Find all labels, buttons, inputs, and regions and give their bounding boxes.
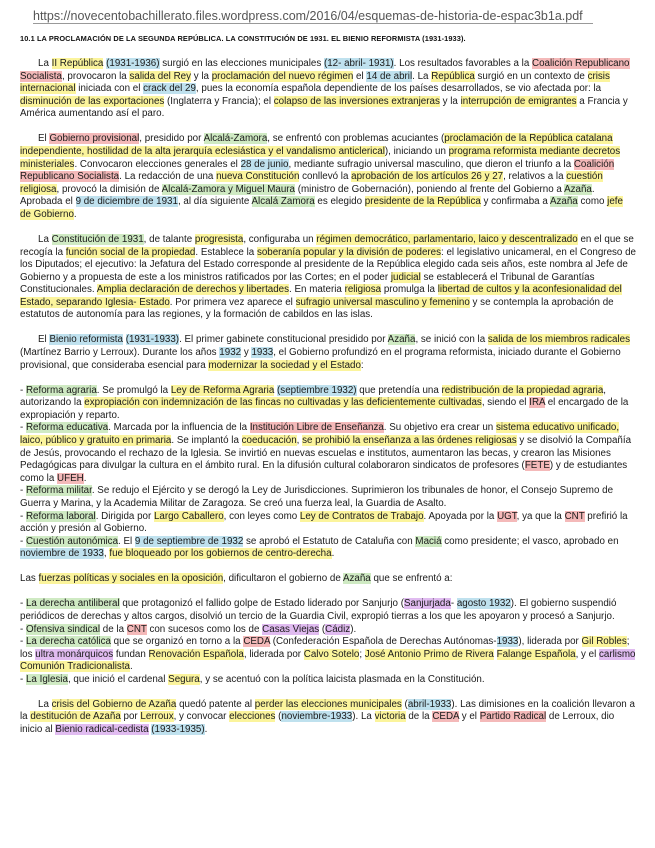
text-run: y la <box>439 95 461 107</box>
highlighted-text: Sanjurjada <box>403 598 451 610</box>
text-run: - <box>20 422 26 434</box>
highlighted-text: salida de los miembros radicales <box>487 334 630 346</box>
text-run: . Por primera vez aparece el <box>169 296 296 308</box>
highlighted-text: crisis del Gobierno de Azaña <box>51 698 177 710</box>
text-run: ). El gobierno suspendió periódicos de derechas y altos cargos, disolvió un tercio de la Guardia Civil, expropió tierras a los que les apoyaron y procesó a Sanjurjo. <box>20 598 617 622</box>
text-run: , al día siguiente <box>177 196 252 208</box>
highlighted-text: ultra monárquicos <box>35 648 114 660</box>
text-run: , liderada por <box>243 648 304 660</box>
text-run: (ministro de Gobernación), poniendo al frente del Gobierno a <box>295 183 565 195</box>
highlighted-text: sufragio universal masculino y femenino <box>295 296 470 308</box>
text-run: , relativos a la <box>503 171 567 183</box>
highlighted-text: perder las elecciones municipales <box>254 698 402 710</box>
text-run: y la <box>191 70 212 82</box>
highlighted-text: Casas Viejas <box>262 623 320 635</box>
highlighted-text: elecciones <box>229 711 276 723</box>
highlighted-text: Cádiz <box>325 623 351 635</box>
highlighted-text: CEDA <box>243 636 270 648</box>
text-run: . Los resultados favorables a la <box>393 58 532 69</box>
highlighted-text: CEDA <box>432 711 460 723</box>
text-run: , con leyes como <box>223 510 300 522</box>
highlighted-text: Segura <box>168 673 200 685</box>
text-run: . Establece la <box>195 246 257 258</box>
text-run: , dificultaron el gobierno de <box>223 573 343 585</box>
highlighted-text: (12- abril- 1931) <box>323 58 394 69</box>
highlighted-text: progresista <box>194 233 244 245</box>
highlighted-text: presidente de la República <box>364 196 481 208</box>
highlighted-text: Renovación Española <box>148 648 244 660</box>
text-run: . Su objetivo era crear un <box>383 422 496 434</box>
text-run: , presidido por <box>139 133 204 145</box>
text-run: , siendo el <box>481 397 530 409</box>
text-run: - <box>20 636 26 648</box>
highlighted-text: (septiembre 1932) <box>277 384 357 396</box>
highlighted-text: destitución de Azaña <box>30 711 121 723</box>
text-run: . Apoyada por la <box>423 510 498 522</box>
highlighted-text: función social de la propiedad <box>65 246 196 258</box>
highlighted-text: se prohibió la enseñanza a las órdenes religiosas <box>302 435 517 446</box>
highlighted-text: Constitución de 1931 <box>51 233 144 245</box>
text-run: . En materia <box>289 284 345 296</box>
highlighted-text: Bienio radical-cedista <box>55 724 149 736</box>
highlighted-text: Alcalá-Zamora <box>203 133 268 145</box>
text-run: de la <box>405 711 433 723</box>
highlighted-text: República <box>431 70 475 82</box>
text-run: . Se redujo el Ejército y se derogó la Ley de Jurisdicciones. Suprimieron los tribunales de honor, el Consejo Supremo de Guerra y Marina, y la Academia Militar de Zaragoza. Se creó una fuerza leal, la Guardia de Asalto. <box>20 485 614 509</box>
text-run: el <box>353 70 367 82</box>
highlighted-text: Reforma educativa <box>25 422 109 434</box>
highlighted-text: redistribución de la propiedad agraria <box>441 384 604 396</box>
text-run: promulga la <box>381 284 438 296</box>
text-run: surgió en las elecciones municipales <box>159 58 324 69</box>
highlighted-text: Ley de Reforma Agraria <box>170 384 275 396</box>
highlighted-text: 1933 <box>251 347 274 359</box>
text-run: - <box>20 673 26 685</box>
text-run: se establecerá el Tribunal de Garantías Constitucionales. <box>20 271 595 296</box>
text-run: . <box>73 208 77 220</box>
highlighted-text: proclamación de la República catalana independiente, hostilidad de la alta jerarquía eclesiástica y el vandalismo anticlerical <box>20 133 613 157</box>
highlighted-text: Reforma militar <box>25 485 92 497</box>
text-run: , autorizando la <box>20 384 607 409</box>
text-run: , <box>296 435 303 446</box>
text-run: , ya que la <box>516 510 565 522</box>
text-run: , configuraba un <box>243 233 317 245</box>
text-run: . <box>83 472 87 484</box>
text-run: ; los <box>20 636 630 660</box>
text-run: que protagonizó el fallido golpe de Estado liderado por Sanjurjo ( <box>119 598 404 610</box>
highlighted-text: crack del 29 <box>143 83 196 95</box>
text-run: de la <box>100 623 127 635</box>
highlighted-text: agosto 1932 <box>456 598 511 610</box>
highlighted-text: Alcalá Zamora <box>251 196 315 208</box>
highlighted-text: Falange Española <box>496 648 576 660</box>
highlighted-text: cuestión religiosa <box>20 171 603 195</box>
highlighted-text: Azaña <box>387 334 416 346</box>
text-run: . Dirigida por <box>95 510 154 522</box>
highlighted-text: Azaña <box>342 573 371 585</box>
text-run: , se inició con la <box>415 334 488 346</box>
highlighted-text: coeducación <box>241 435 297 446</box>
text-run: y se disolvió la Compañía de Jesús, provocando el rechazo de la Iglesia. Se invirtió en nuevas escuelas e institutos, aumentaron las becas, y crearon las Misiones Pedagógicas para divulgar la cultura en el ámbito rural. En la difusión cultural colaboraron sindicatos de profesores ( <box>20 435 632 472</box>
text-run: La <box>38 58 52 69</box>
paragraph <box>20 573 636 586</box>
highlighted-text: salida del Rey <box>129 70 192 82</box>
highlighted-text: régimen democrático, parlamentario, laico y descentralizado <box>316 233 578 245</box>
text-run: prefirió la acción y presión al Gobierno. <box>20 510 628 535</box>
text-run: : el legislativo unicameral, en el Congreso de los Diputados; el ejecutivo: la Jefatura del Estado corresponde al presidente de la República elegido cada seis años, este nombra al Jefe de Gobierno y a propuesta de este a los ministros ratificados por las Cortes; en el poder <box>20 246 636 283</box>
highlighted-text: II República <box>51 58 104 69</box>
paragraph <box>20 699 636 737</box>
text-run: , que inició el cardenal <box>67 673 169 685</box>
text-run: . La <box>412 70 432 82</box>
section-title: 10.1 LA PROCLAMACIÓN DE LA SEGUNDA REPÚBLICA. LA CONSTITUCIÓN DE 1931. EL BIENIO REFORMISTA (1931-1933). <box>20 34 466 43</box>
highlighted-text: Reforma laboral <box>25 510 96 522</box>
text-run: , provocó la dimisión de <box>56 183 162 195</box>
text-run: : <box>360 359 364 371</box>
text-run: La <box>38 698 52 710</box>
text-run: . La redacción de una <box>119 171 217 183</box>
text-run: , mediante sufragio universal masculino, que dieron el triunfo a la <box>288 158 574 170</box>
text-run: a Francia y América aumentando así el paro. <box>20 95 628 120</box>
text-run: ) y de estudiantes como la <box>20 460 628 484</box>
highlighted-text: fue bloqueado por los gobiernos de centro-derecha <box>109 548 332 560</box>
highlighted-text: Ley de Contratos de Trabajo <box>299 510 424 522</box>
highlighted-text: judicial <box>390 271 421 283</box>
highlighted-text: (1933-1935) <box>151 724 205 736</box>
highlighted-text: Reforma agraria <box>25 384 97 396</box>
text-run: de Lerroux, dio inicio al <box>20 711 615 736</box>
highlighted-text: Coalición Republicano Socialista <box>20 58 630 82</box>
text-run: , provocaron la <box>61 70 130 82</box>
paragraph <box>20 58 636 121</box>
highlighted-text: colapso de las inversiones extranjeras <box>273 95 440 107</box>
text-run: - <box>20 535 26 547</box>
highlighted-text: Largo Caballero <box>153 510 224 522</box>
text-run: , de talante <box>143 233 195 245</box>
text-run: conllevó la <box>299 171 352 183</box>
text-run: como presidente; el vasco, aprobado en <box>441 535 619 547</box>
highlighted-text: Coalición Republicano Socialista <box>20 158 615 183</box>
highlighted-text: carlismo <box>599 648 636 660</box>
text-run: . <box>130 661 133 673</box>
highlighted-text: 28 de junio <box>240 158 289 170</box>
highlighted-text: victoria <box>374 711 406 723</box>
highlighted-text: modernizar la sociedad y el Estado <box>208 359 361 371</box>
text-run: - <box>20 598 26 610</box>
text-run: , el Gobierno profundizó en el programa reformista, iniciado durante el Gobierno provisional, que consideraba esencial para <box>20 347 621 371</box>
text-run: El <box>38 334 50 346</box>
text-run: que se organizó en torno a la <box>110 636 244 648</box>
text-run: que pretendía una <box>356 384 442 396</box>
highlighted-text: jefe de Gobierno <box>20 196 623 220</box>
highlighted-text: proclamación del nuevo régimen <box>211 70 354 82</box>
text-run: fundan <box>113 648 149 660</box>
text-run: , y el <box>575 648 599 660</box>
highlighted-text: abril-1933 <box>407 698 452 710</box>
highlighted-text: La derecha antiliberal <box>25 598 120 610</box>
text-run: como <box>577 196 608 208</box>
text-run: ). Las dimisiones en la coalición llevaron a la <box>20 698 635 723</box>
text-run: . <box>331 548 335 560</box>
highlighted-text: José Antonio Primo de Rivera <box>364 648 494 660</box>
paragraph <box>20 133 636 221</box>
text-run: iniciada con el <box>75 83 144 95</box>
text-run: - <box>450 598 457 610</box>
highlighted-text: Partido Radical <box>479 711 547 723</box>
text-run: (Inglaterra y Francia); el <box>164 95 274 107</box>
highlighted-text: UGT <box>497 510 517 522</box>
highlighted-text: Ofensiva sindical <box>25 623 101 635</box>
text-run: se aprobó el Estatuto de Cataluña con <box>243 535 416 547</box>
text-run: . Convocaron elecciones generales el <box>74 158 241 170</box>
highlighted-text: 1933 <box>496 636 519 648</box>
highlighted-text: (1931-1933) <box>125 334 180 346</box>
highlighted-text: 1932 <box>219 347 242 359</box>
text-run: - <box>20 485 26 497</box>
text-run: con sucesos como los de <box>146 623 263 635</box>
paragraph <box>20 385 636 561</box>
document-url[interactable]: https://novecentobachillerato.files.wordpress.com/2016/04/esquemas-de-historia-de-espac3b1a.pdf <box>33 10 593 24</box>
text-run: , y convocar <box>173 711 230 723</box>
highlighted-text: interrupción de emigrantes <box>460 95 577 107</box>
highlighted-text: IRA <box>529 397 546 409</box>
text-run: , pues la economía española dependiente de los países desarrollados, se vio afectada por: la <box>195 83 602 95</box>
highlighted-text: Calvo Sotelo <box>303 648 360 660</box>
highlighted-text: Azaña <box>549 196 578 208</box>
highlighted-text: disminución de las exportaciones <box>20 95 165 107</box>
text-run: . <box>204 724 208 736</box>
highlighted-text: noviembre de 1933 <box>20 548 104 560</box>
highlighted-text: religiosa <box>344 284 382 296</box>
text-run: por <box>120 711 141 723</box>
highlighted-text: La derecha católica <box>25 636 111 648</box>
text-run: , se enfrentó con problemas acuciantes ( <box>267 133 445 145</box>
text-run: que se enfrentó a: <box>370 573 453 585</box>
text-run: ( <box>275 711 282 723</box>
highlighted-text: fuerzas políticas y sociales en la oposición <box>38 573 224 585</box>
text-run: - <box>20 510 26 522</box>
text-run: y <box>241 347 252 359</box>
text-run: ( <box>319 623 326 635</box>
text-run: (Martínez Barrio y Lerroux). Durante los años <box>20 347 220 359</box>
text-run: - <box>20 384 26 396</box>
paragraph <box>20 598 636 686</box>
highlighted-text: La Iglesia <box>25 673 68 685</box>
text-run: ), liderada por <box>518 636 582 648</box>
highlighted-text: Bienio reformista <box>49 334 123 346</box>
text-run: (Confederación Española de Derechas Autónomas- <box>270 636 497 648</box>
highlighted-text: CNT <box>126 623 147 635</box>
text-run: Las <box>20 573 39 585</box>
text-run: - <box>20 623 26 635</box>
text-run: surgió en un contexto de <box>474 70 588 82</box>
text-run: el encargado de la expropiación y reparto. <box>20 397 629 421</box>
highlighted-text: Gil Robles <box>581 636 627 648</box>
highlighted-text: Institución Libre de Enseñanza <box>249 422 384 434</box>
text-run: La <box>38 233 52 245</box>
text-run: ), iniciando un <box>384 145 449 157</box>
document-body <box>20 58 636 749</box>
highlighted-text: Azaña <box>564 183 592 195</box>
text-run: en el que se recogía la <box>20 233 634 258</box>
text-run: . El primer gabinete constitucional presidido por <box>179 334 388 346</box>
highlighted-text: Lerroux <box>140 711 174 723</box>
text-run: . Se promulgó la <box>96 384 171 396</box>
highlighted-text: Gobierno provisional <box>49 133 140 145</box>
text-run: . El <box>118 535 135 547</box>
text-run: . Marcada por la influencia de la <box>108 422 250 434</box>
highlighted-text: FETE <box>524 460 550 472</box>
highlighted-text: 14 de abril <box>366 70 413 82</box>
text-run: ( <box>401 698 408 710</box>
highlighted-text: libertad de cultos y la aconfesionalidad del Estado, separando Iglesia- Estado <box>20 284 622 308</box>
text-run: y se contempla la aprobación de estatutos de autonomía para las regiones, y la formación de cabildos en las islas. <box>20 296 614 321</box>
text-run: ). La <box>352 711 375 723</box>
text-run: ). <box>350 623 357 635</box>
text-run: quedó patente al <box>176 698 255 710</box>
text-run: ; <box>359 648 365 660</box>
text-run: , <box>103 548 110 560</box>
highlighted-text: Alcalá-Zamora y Miguel Maura <box>161 183 296 195</box>
highlighted-text: sistema educativo unificado, laico, público y gratuito en primaria <box>20 422 620 446</box>
highlighted-text: aprobación de los artículos 26 y 27 <box>351 171 504 183</box>
text-run: El <box>38 133 50 145</box>
text-run: es elegido <box>314 196 365 208</box>
highlighted-text: programa reformista mediante decretos ministeriales <box>20 145 621 170</box>
highlighted-text: soberanía popular y la división de poderes <box>256 246 442 258</box>
highlighted-text: expropiación con indemnización de las fincas no cultivadas y las deficientemente cultivadas <box>84 397 482 409</box>
highlighted-text: noviembre-1933 <box>281 711 353 723</box>
highlighted-text: Comunión Tradicionalista <box>20 661 130 673</box>
highlighted-text: crisis internacional <box>20 70 610 95</box>
highlighted-text: Amplia declaración de derechos y libertades <box>96 284 290 296</box>
highlighted-text: 9 de septiembre de 1932 <box>134 535 244 547</box>
paragraph <box>20 234 636 322</box>
highlighted-text: nueva Constitución <box>216 171 300 183</box>
text-run: y confirmaba a <box>480 196 550 208</box>
highlighted-text: Maciá <box>415 535 442 547</box>
highlighted-text: CNT <box>564 510 585 522</box>
highlighted-text: (1931-1936) <box>106 58 160 69</box>
highlighted-text: UFEH <box>57 472 84 484</box>
text-run: . Aprobada el <box>20 183 595 208</box>
text-run: . Se implantó la <box>171 435 242 446</box>
highlighted-text: 9 de diciembre de 1931 <box>75 196 178 208</box>
paragraph <box>20 334 636 372</box>
text-run: , y se acentuó con la política laicista plasmada en la Constitución. <box>199 673 485 685</box>
text-run: y el <box>459 711 480 723</box>
highlighted-text: Cuestión autonómica <box>25 535 119 547</box>
